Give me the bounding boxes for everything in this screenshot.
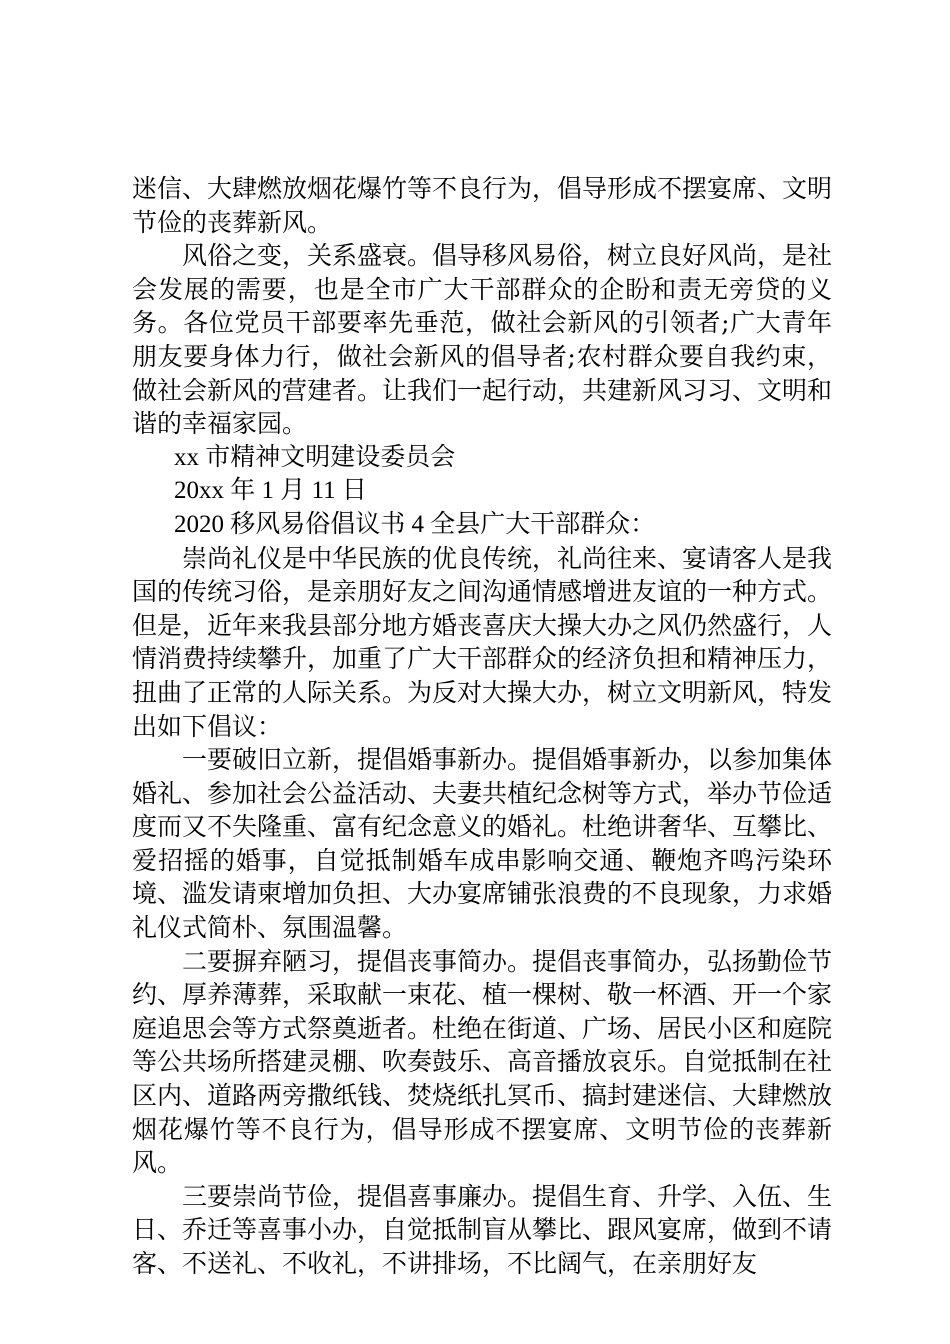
signature-date: 20xx 年 1 月 11 日: [174, 477, 367, 505]
paragraph-intro: 崇尚礼仪是中华民族的优良传统，礼尚往来、宴请客人是我国的传统习俗，是亲朋好友之间沟通情感增进友谊的一种方式。但是，近年来我县部分地方婚丧喜庆大操大办之风仍然盛行，人情消费持续攀升，加重了广大干部群众的经济负担和精神压力，扭曲了正常的人际关系。为反对大操大办，树立文明新风，特发出如下倡议：: [132, 543, 833, 741]
document-body: [132, 172, 832, 1281]
paragraph-2: 风俗之变，关系盛衰。倡导移风易俗，树立良好风尚，是社会发展的需要，也是全市广大干部群众的企盼和责无旁贷的义务。各位党员干部要率先垂范，做社会新风的引领者;广大青年朋友要身体力行，做社会新风的倡导者;农村群众要自我约束，做社会新风的营建者。让我们一起行动，共建新风习习、文明和谐的幸福家园。: [132, 241, 833, 439]
paragraph-proposal-1: 一要破旧立新，提倡婚事新办。提倡婚事新办，以参加集体婚礼、参加社会公益活动、夫妻共植纪念树等方式，举办节俭适度而又不失隆重、富有纪念意义的婚礼。杜绝讲奢华、互攀比、爱招摇的婚事，自觉抵制婚车成串影响交通、鞭炮齐鸣污染环境、滥发请柬增加负担、大办宴席铺张浪费的不良现象，力求婚礼仪式简朴、氛围温馨。: [132, 745, 833, 943]
paragraph-proposal-2: 二要摒弃陋习，提倡丧事简办。提倡丧事简办，弘扬勤俭节约、厚养薄葬，采取献一束花、植一棵树、敬一杯酒、开一个家庭追思会等方式祭奠逝者。杜绝在街道、广场、居民小区和庭院等公共场所搭建灵棚、吹奏鼓乐、高音播放哀乐。自觉抵制在社区内、道路两旁撒纸钱、焚烧纸扎冥币、搞封建迷信、大肆燃放烟花爆竹等不良行为，倡导形成不摆宴席、文明节俭的丧葬新风。: [132, 946, 833, 1178]
paragraph-1: 迷信、大肆燃放烟花爆竹等不良行为，倡导形成不摆宴席、文明节俭的丧葬新风。: [132, 174, 833, 237]
paragraph-proposal-3: 三要崇尚节俭，提倡喜事廉办。提倡生育、升学、入伍、生日、乔迁等喜事小办，自觉抵制盲从攀比、跟风宴席，做到不请客、不送礼、不收礼，不讲排场，不比阔气，在亲朋好友: [132, 1181, 833, 1278]
signature-organization: xx 市精神文明建设委员会: [174, 443, 456, 471]
second-document-heading: 2020 移风易俗倡议书 4 全县广大干部群众：: [174, 510, 656, 538]
